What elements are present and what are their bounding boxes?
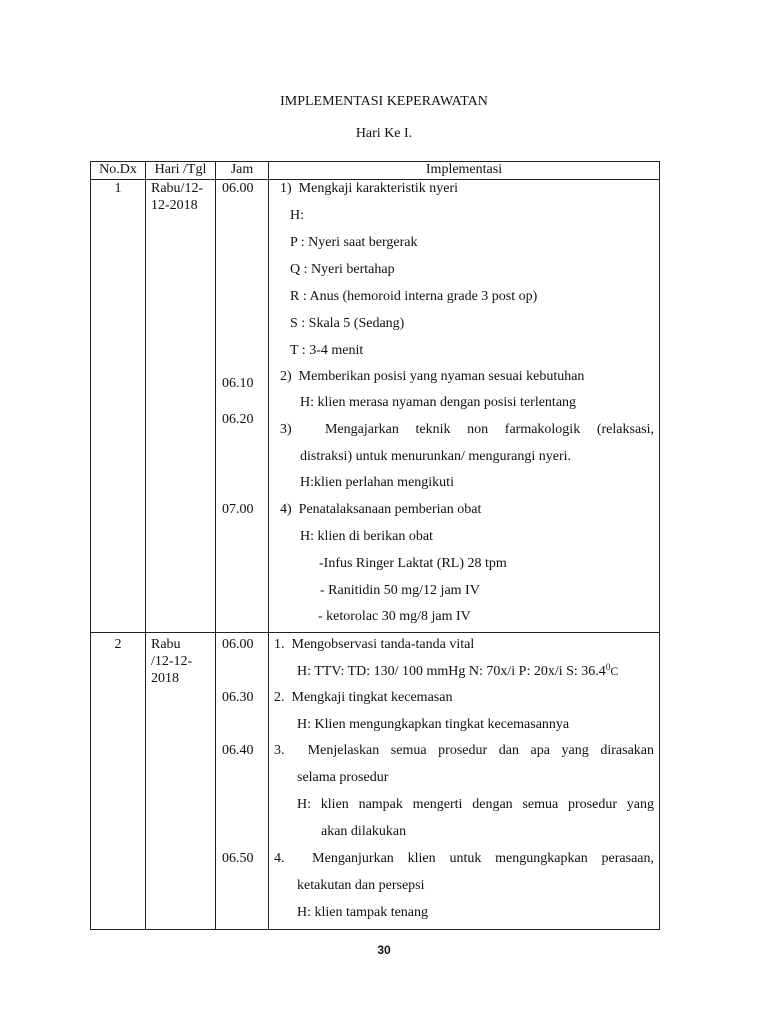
row2-item: akan dilakukan xyxy=(321,824,407,839)
row2-time: 06.40 xyxy=(222,743,254,758)
degree-sup: 0 xyxy=(605,662,611,672)
row1-item: distraksi) untuk menurunkan/ mengurangi nyeri. xyxy=(300,449,571,464)
row1-item: H:klien perlahan mengikuti xyxy=(300,475,454,490)
row2-date-line1: Rabu xyxy=(151,637,181,652)
row1-item: P : Nyeri saat bergerak xyxy=(290,235,418,250)
row1-item: 3) Mengajarkan teknik non farmakologik (relaksasi, xyxy=(280,422,654,437)
row2-date-line3: 2018 xyxy=(151,671,179,686)
row2-time: 06.00 xyxy=(222,637,254,652)
row1-item: 4) Penatalaksanaan pemberian obat xyxy=(280,502,482,517)
row2-time: 06.30 xyxy=(222,690,254,705)
page-subtitle: Hari Ke I. xyxy=(355,126,413,141)
row2-time: 06.50 xyxy=(222,851,254,866)
header-no-dx: No.Dx xyxy=(99,162,137,177)
row1-time: 07.00 xyxy=(222,502,254,517)
row1-time: 06.20 xyxy=(222,412,254,427)
row1-date-line2: 12-2018 xyxy=(151,198,198,213)
row2-date-line2: /12-12- xyxy=(151,654,193,669)
row1-time: 06.00 xyxy=(222,181,254,196)
row2-item: 4. Menganjurkan klien untuk mengungkapkan perasaan, xyxy=(274,851,654,866)
header-jam: Jam xyxy=(230,162,254,177)
row1-item: R : Anus (hemoroid interna grade 3 post op) xyxy=(290,289,538,304)
row1-item: H: klien merasa nyaman dengan posisi terlentang xyxy=(300,395,577,410)
row1-no-dx: 1 xyxy=(114,181,122,196)
row2-item: ketakutan dan persepsi xyxy=(297,878,425,893)
row1-item: - ketorolac 30 mg/8 jam IV xyxy=(318,609,471,624)
row1-item: H: klien di berikan obat xyxy=(300,529,433,544)
row2-vital-signs xyxy=(297,663,618,680)
row1-date-line1: Rabu/12- xyxy=(151,181,204,196)
row2-item: H: klien nampak mengerti dengan semua prosedur yang xyxy=(297,797,654,812)
header-implementasi: Implementasi xyxy=(425,162,503,177)
row2-item: selama prosedur xyxy=(297,770,389,785)
row2-item: 2. Mengkaji tingkat kecemasan xyxy=(274,690,453,705)
row1-item: T : 3-4 menit xyxy=(290,343,364,358)
row1-item: 1) Mengkaji karakteristik nyeri xyxy=(280,181,459,196)
row2-item: 3. Menjelaskan semua prosedur dan apa yang dirasakan xyxy=(274,743,654,758)
row1-item: - Ranitidin 50 mg/12 jam IV xyxy=(320,583,480,598)
row1-item: H: xyxy=(290,208,304,223)
row1-item: Q : Nyeri bertahap xyxy=(290,262,395,277)
row2-vital-text: H: TTV: TD: 130/ 100 mmHg N: 70x/i P: 20x/i S: 36.4 xyxy=(297,664,606,679)
row2-no-dx: 2 xyxy=(114,637,122,652)
row1-item: 2) Memberikan posisi yang nyaman sesuai kebutuhan xyxy=(280,369,585,384)
row2-item: 1. Mengobservasi tanda-tanda vital xyxy=(274,637,475,652)
row2-item: H: Klien mengungkapkan tingkat kecemasannya xyxy=(297,717,570,732)
page-title: IMPLEMENTASI KEPERAWATAN xyxy=(280,94,488,109)
row2-item: H: klien tampak tenang xyxy=(297,905,429,920)
header-hari-tgl: Hari /Tgl xyxy=(154,162,207,177)
page-number: 30 xyxy=(377,943,391,957)
row1-item: S : Skala 5 (Sedang) xyxy=(290,316,405,331)
celsius-unit: C xyxy=(610,664,619,678)
row1-item: -Infus Ringer Laktat (RL) 28 tpm xyxy=(319,556,507,571)
row1-time: 06.10 xyxy=(222,376,254,391)
